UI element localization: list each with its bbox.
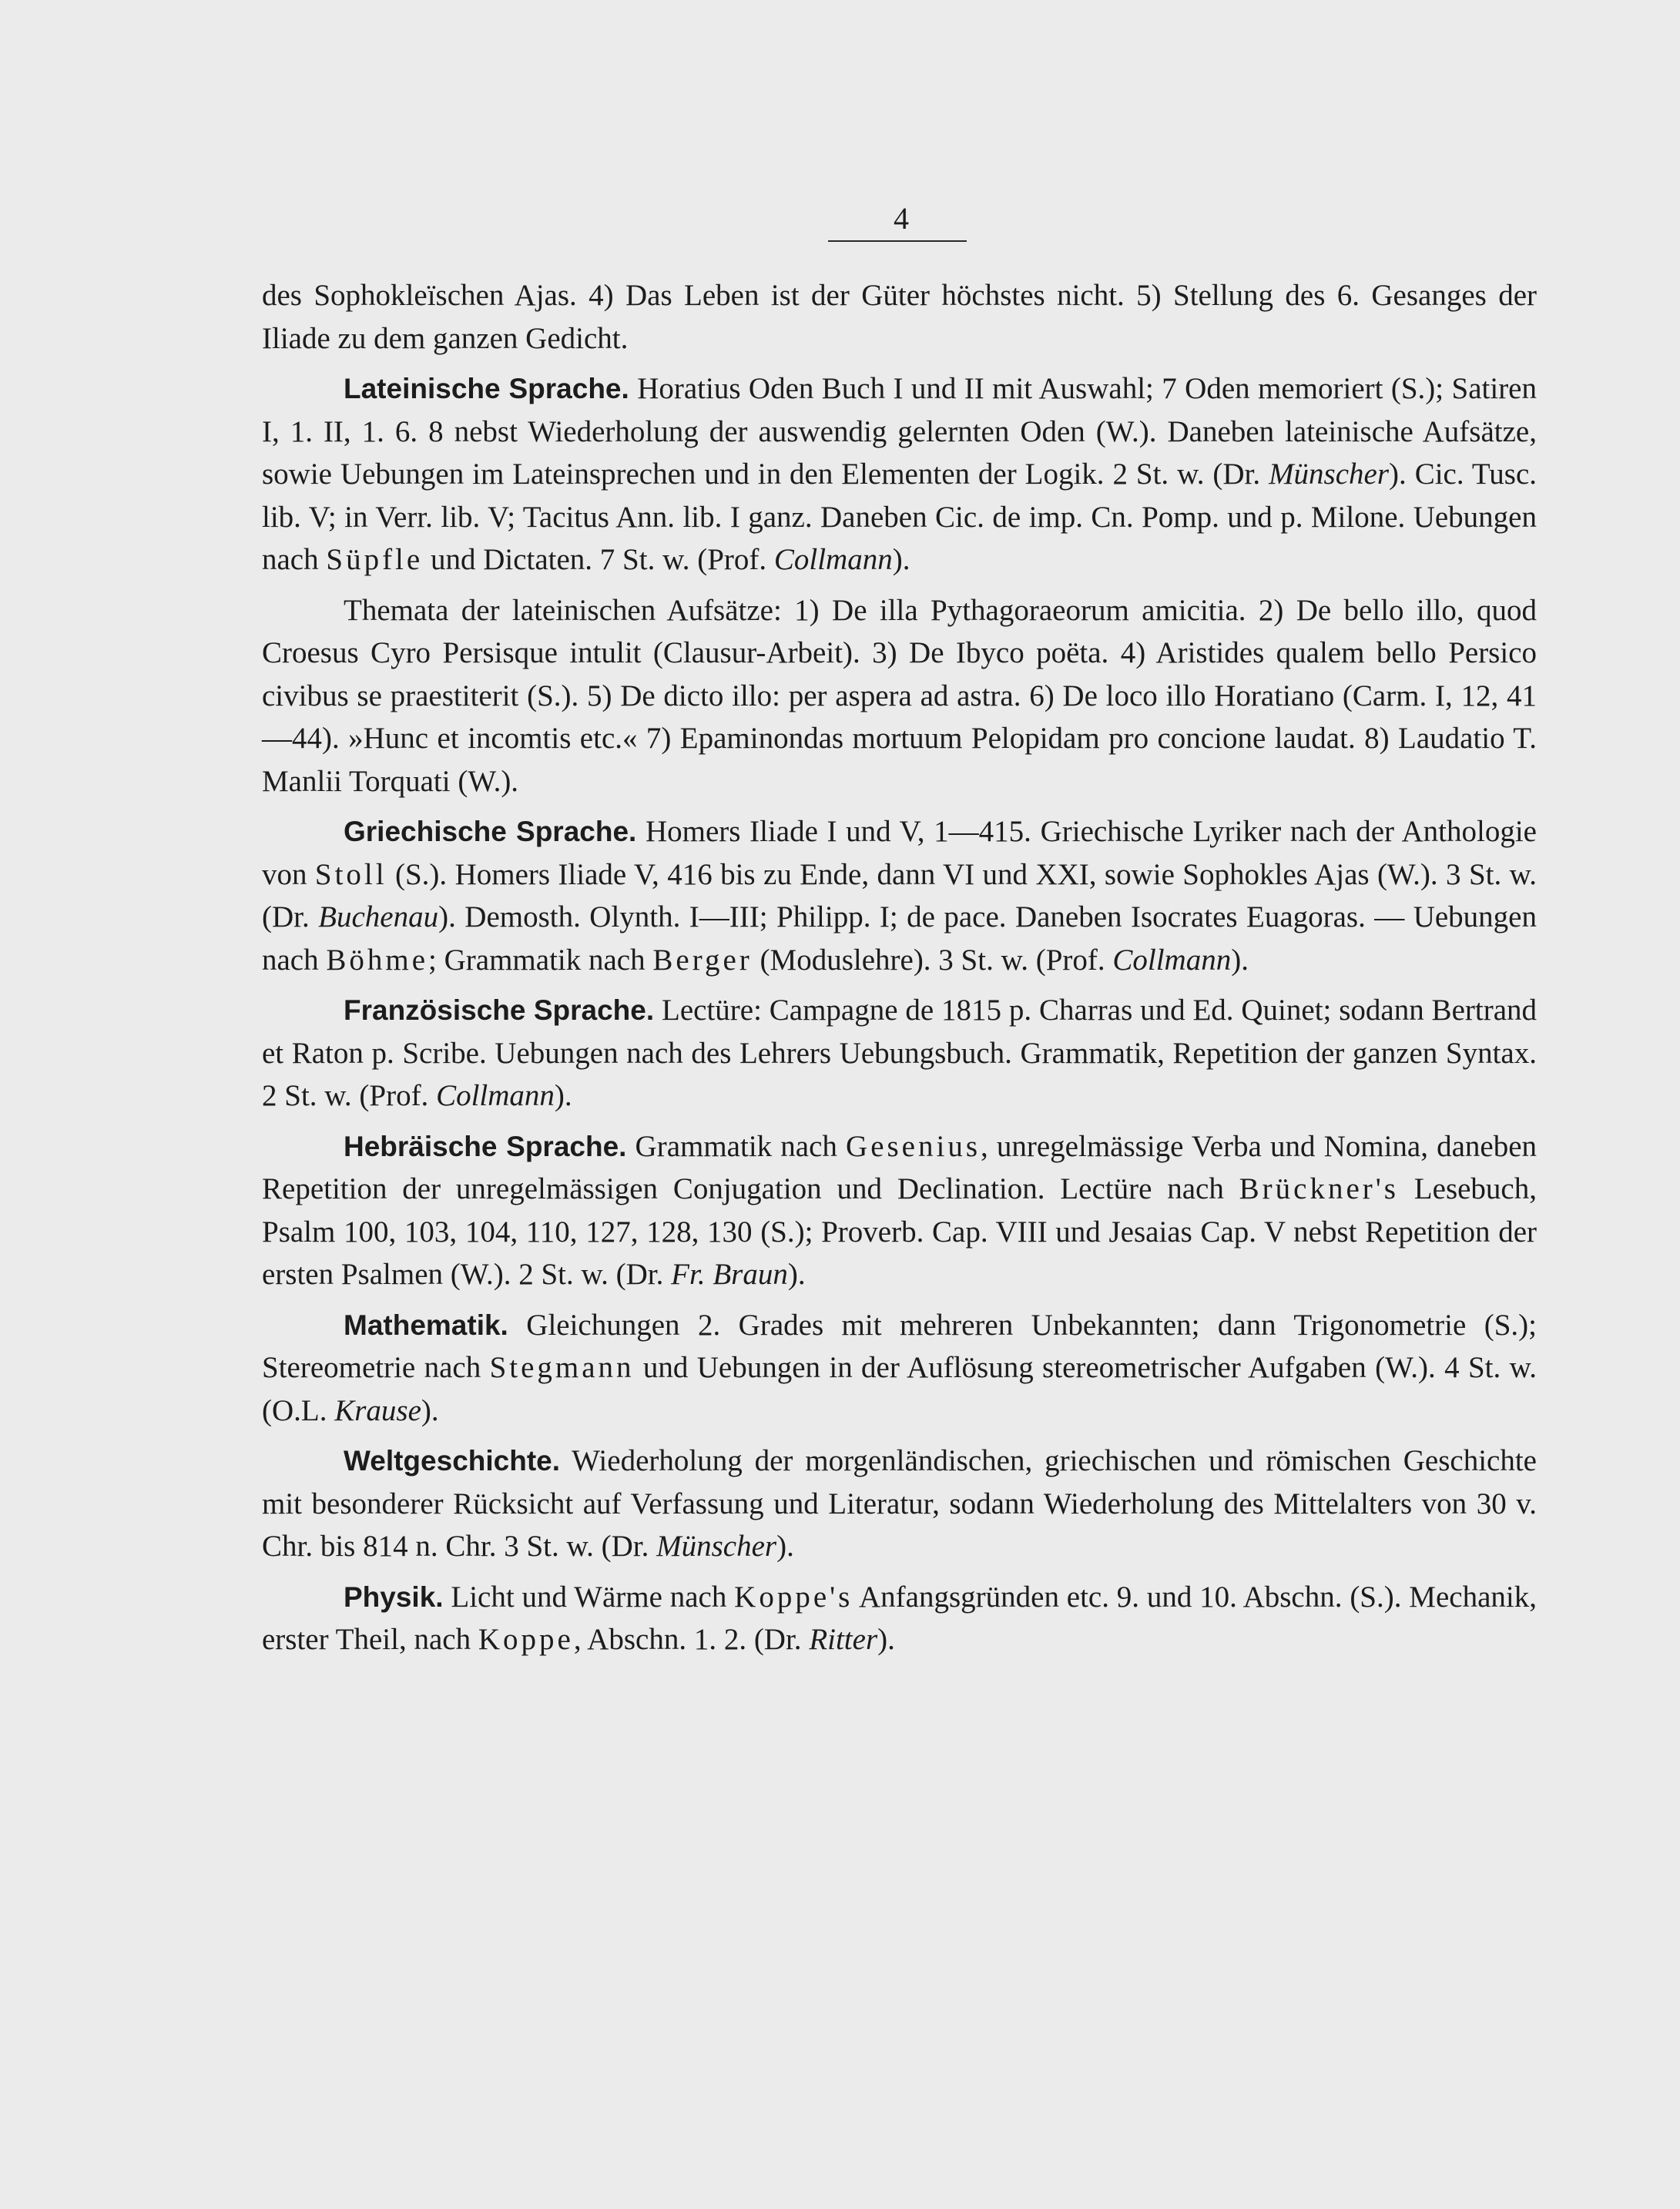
spaced-name: Berger [652,943,753,977]
spaced-name: Koppe's [734,1580,853,1614]
text-run: ). [877,1623,895,1656]
paragraph-latin-themes [262,589,1537,803]
section-heading: Weltgeschichte. [344,1445,561,1477]
text-run: , unregelmässige Verba und Nomina, daneben Repetition der unregelmässigen Conjugation und Declination. Lectüre nach [262,1129,1537,1205]
person-name: Münscher [656,1530,777,1563]
text-run: und Dictaten. 7 St. w. (Prof. [423,543,774,576]
spaced-name: Böhme [326,943,429,977]
text-run: Horatius Oden Buch I und II mit Auswahl; 7 Oden memoriert (S.); Satiren I, 1. II, 1. 6. 8 nebst Wiederholung der auswendig gelernten Oden (W.). Daneben lateinische Aufsätze, sowie Uebungen im Lateinsprechen und in den Elementen der Logik. 2 St. w. (Dr. [262,372,1537,491]
text-run: ). Demosth. Olynth. I—III; Philipp. I; de pace. Daneben Isocrates Euagoras. — Uebungen nach [262,900,1537,977]
text-run: Anfangsgründen etc. 9. und 10. Abschn. (S.). Mechanik, erster Theil, nach [262,1580,1537,1656]
section-heading: Französische Sprache. [344,994,655,1026]
text-run: ). [554,1079,572,1112]
person-name: Collmann [436,1079,555,1112]
text-run: Homers Iliade I und V, 1—415. Griechische Lyriker nach der Anthologie von [262,815,1537,891]
text-run: (Moduslehre). 3 St. w. (Prof. [752,943,1113,977]
text-run: des Sophokleïschen Ajas. 4) Das Leben ist der Güter höchstes nicht. 5) Stellung des 6. Gesanges der Iliade zu dem ganzen Gedicht. [262,279,1537,355]
person-name: Buchenau [318,900,439,934]
text-run: ). [892,543,910,576]
person-name: Münscher [1269,458,1390,491]
paragraph-world-history [262,1440,1537,1568]
paragraph-physics [262,1576,1537,1661]
section-heading: Lateinische Sprache. [344,373,629,404]
spaced-name: Stegmann [489,1351,635,1384]
spaced-name: Gesenius [846,1129,981,1163]
paragraph-latin [262,367,1537,582]
person-name: Collmann [773,543,893,576]
section-heading: Hebräische Sprache. [344,1130,627,1162]
text-run: Lesebuch, Psalm 100, 103, 104, 110, 127, 128, 130 (S.); Proverb. Cap. VIII und Jesaias Cap. V nebst Repetition der ersten Psalmen (W.). 2 St. w. (Dr. [262,1172,1537,1291]
text-run: Lectüre: Campagne de 1815 p. Charras und Ed. Quinet; sodann Bertrand et Raton p. Scribe. Uebungen nach des Lehrers Uebungsbuch. Grammatik, Repetition der ganzen Syntax. 2 St. w. (Prof. [262,994,1537,1112]
text-run: ; Grammatik nach [428,943,653,977]
text-run: Licht und Wärme nach [443,1580,735,1614]
text-run: ). [421,1393,439,1427]
spaced-name: Koppe [478,1623,574,1656]
body-text [262,274,1537,1669]
section-heading: Griechische Sprache. [344,816,637,847]
paragraph-greek [262,810,1537,981]
person-name: Collmann [1112,943,1232,977]
text-run: ). Cic. Tusc. lib. V; in Verr. lib. V; Tacitus Ann. lib. I ganz. Daneben Cic. de imp. Cn. Pomp. und p. Milone. Uebungen nach [262,458,1537,576]
paragraph-hebrew [262,1125,1537,1296]
paragraph-french [262,989,1537,1118]
text-run: Wiederholung der morgenländischen, griechischen und römischen Geschichte mit besonderer Rücksicht auf Verfassung und Literatur, sodann Wiederholung des Mittelalters von 30 v. Chr. bis 814 n. Chr. 3 St. w. (Dr. [262,1444,1537,1563]
text-run: Grammatik nach [626,1129,847,1163]
text-run: Gleichungen 2. Grades mit mehreren Unbekannten; dann Trigonometrie (S.); Stereometrie nach [262,1308,1537,1384]
text-run: ). [787,1258,806,1291]
text-run: ). [1231,943,1249,977]
spaced-name: Stoll [314,857,387,891]
text-run: und Uebungen in der Auflösung stereometrischer Aufgaben (W.). 4 St. w. (O.L. [262,1351,1537,1427]
paragraph-mathematics [262,1304,1537,1433]
text-run: (S.). Homers Iliade V, 416 bis zu Ende, dann VI und XXI, sowie Sophokles Ajas (W.). 3 St. w. (Dr. [262,857,1537,934]
page-number-rule [828,240,967,242]
person-name: Ritter [809,1623,878,1656]
section-heading: Physik. [344,1580,444,1613]
page-number: 4 [894,201,909,236]
person-name: Krause [334,1393,421,1427]
person-name: Fr. Braun [671,1258,788,1291]
spaced-name: Brückner's [1239,1172,1399,1205]
paragraph-ajas-continuation [262,274,1537,360]
section-heading: Mathematik. [344,1309,508,1341]
text-run: Themata der lateinischen Aufsätze: 1) De illa Pythagoraeorum amicitia. 2) De bello illo, quod Croesus Cyro Persisque intulit (Clausur-Arbeit). 3) De Ibyco poëta. 4) Aristides qualem bello Persico civibus se praestiterit (S.). 5) De dicto illo: per aspera ad astra. 6) De loco illo Horatiano (Carm. I, 12, 41—44). »Hunc et incomtis etc.« 7) Epaminondas mortuum Pelopidam pro concione laudat. 8) Laudatio T. Manlii Torquati (W.). [262,593,1537,798]
spaced-name: Süpfle [326,543,424,576]
text-run: ). [776,1530,794,1563]
text-run: , Abschn. 1. 2. (Dr. [573,1623,810,1656]
